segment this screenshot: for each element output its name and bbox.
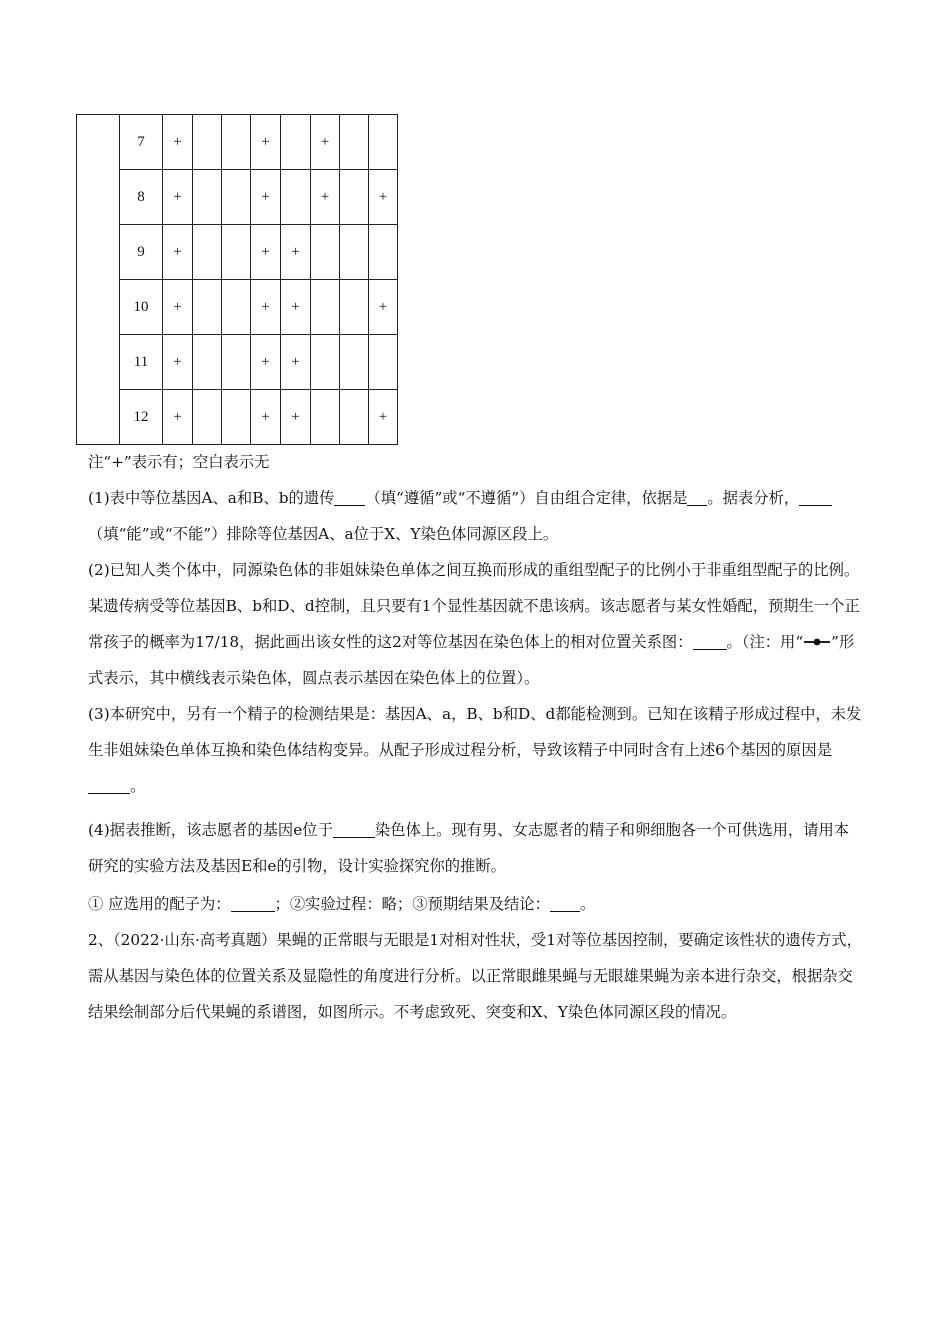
marker-cell: + (311, 170, 340, 225)
table-row (77, 115, 398, 170)
marker-cell (222, 225, 251, 280)
marker-cell (193, 335, 222, 390)
marker-cell: + (163, 280, 193, 335)
q1-text-d: （填“能”或“不能”）排除等位基因A、a位于X、Y染色体同源区段上。 (88, 525, 559, 543)
table-row (77, 170, 398, 225)
table-row (77, 280, 398, 335)
row-number-cell: 7 (120, 115, 163, 170)
merged-blank-cell (77, 115, 120, 445)
q1-text-b: （填“遵循”或“不遵循”）自由组合定律，依据是 (365, 489, 688, 507)
q4sub-text-b: ；②实验过程：略；③预期结果及结论： (274, 895, 550, 913)
marker-cell (311, 225, 340, 280)
q2-text-b: 。（注：用“ (726, 633, 804, 651)
detection-results-table (76, 114, 398, 445)
marker-cell: + (163, 390, 193, 445)
q4-text-b: 染色体上。现有男、女志愿者的精子和卵细胞各一个可供选用，请用本研究的实验方法及基因E和e的引物，设计实验探究你的推断。 (88, 821, 850, 875)
marker-cell: + (163, 225, 193, 280)
answer-blank[interactable] (334, 490, 365, 506)
table-row (77, 390, 398, 445)
question-1 (88, 480, 863, 552)
marker-cell: + (281, 390, 311, 445)
marker-cell: + (281, 225, 311, 280)
marker-cell: + (369, 390, 398, 445)
q3-text-a: (3)本研究中，另有一个精子的检测结果是：基因A、a，B、b和D、d都能检测到。已知在该精子形成过程中，未发生非姐妹染色单体互换和染色体结构变异。从配子形成过程分析，导致该精子中同时含有上述6个基因的原因是 (88, 705, 862, 759)
marker-cell (369, 335, 398, 390)
marker-cell: + (369, 280, 398, 335)
marker-cell (222, 170, 251, 225)
row-number-cell: 11 (120, 335, 163, 390)
marker-cell (311, 280, 340, 335)
q1-text-a: (1)表中等位基因A、a和B、b的遗传 (88, 489, 335, 507)
marker-cell (311, 335, 340, 390)
marker-cell (340, 170, 369, 225)
answer-blank[interactable] (693, 634, 727, 650)
marker-cell (222, 335, 251, 390)
marker-cell: + (251, 225, 281, 280)
marker-cell (193, 280, 222, 335)
row-number-cell: 12 (120, 390, 163, 445)
marker-cell (193, 225, 222, 280)
marker-cell (340, 390, 369, 445)
question-5 (88, 922, 863, 1030)
marker-cell (193, 115, 222, 170)
q3-text-b: 。 (130, 777, 146, 795)
marker-cell (222, 280, 251, 335)
q2-text-a: (2)已知人类个体中，同源染色体的非姐妹染色单体之间互换而形成的重组型配子的比例小于非重组型配子的比例。某遗传病受等位基因B、b和D、d控制，且只要有1个显性基因就不患该病。该志愿者与某女性婚配，预期生一个正常孩子的概率为17/18，据此画出该女性的这2对等位基因在染色体上的相对位置关系图： (88, 561, 860, 651)
marker-cell: + (251, 115, 281, 170)
table-note: 注“+”表示有；空白表示无 (88, 453, 270, 471)
answer-blank[interactable] (799, 490, 832, 506)
marker-cell (222, 115, 251, 170)
question-3 (88, 696, 863, 804)
marker-cell (222, 390, 251, 445)
marker-cell: + (251, 390, 281, 445)
marker-cell: + (311, 115, 340, 170)
marker-cell (340, 115, 369, 170)
marker-cell (311, 390, 340, 445)
table-row (77, 335, 398, 390)
marker-cell: + (281, 335, 311, 390)
marker-cell (340, 335, 369, 390)
marker-cell (369, 225, 398, 280)
marker-cell: + (163, 170, 193, 225)
q2-text-c: ”形式表示，其中横线表示染色体，圆点表示基因在染色体上的位置）。 (88, 633, 855, 687)
q4-text-a: (4)据表推断，该志愿者的基因e位于 (88, 821, 333, 839)
q4sub-text-a: ① 应选用的配子为： (88, 895, 231, 913)
marker-cell (369, 115, 398, 170)
answer-blank[interactable] (333, 822, 375, 838)
row-number-cell: 10 (120, 280, 163, 335)
question-2 (88, 552, 863, 696)
chromosome-dot-icon (803, 635, 831, 649)
marker-cell: + (251, 335, 281, 390)
answer-blank[interactable] (88, 778, 130, 794)
question-4 (88, 812, 863, 884)
marker-cell (281, 170, 311, 225)
answer-blank[interactable] (231, 896, 275, 912)
marker-cell: + (251, 170, 281, 225)
marker-cell: + (251, 280, 281, 335)
row-number-cell: 8 (120, 170, 163, 225)
answer-blank[interactable] (550, 896, 580, 912)
marker-cell (340, 225, 369, 280)
marker-cell: + (163, 115, 193, 170)
marker-cell (340, 280, 369, 335)
q5-text: 2、（2022·山东·高考真题）果蝇的正常眼与无眼是1对相对性状，受1对等位基因控制，要确定该性状的遗传方式，需从基因与染色体的位置关系及显隐性的角度进行分析。以正常眼雌果蝇与无眼雄果蝇为亲本进行杂交，根据杂交结果绘制部分后代果蝇的系谱图，如图所示。不考虑致死、突变和X、Y染色体同源区段的情况。 (88, 931, 862, 1021)
q1-text-c: 。据表分析， (707, 489, 800, 507)
marker-cell (193, 170, 222, 225)
marker-cell (281, 115, 311, 170)
table-row (77, 225, 398, 280)
marker-cell: + (369, 170, 398, 225)
question-4-subparts (88, 886, 863, 922)
row-number-cell: 9 (120, 225, 163, 280)
marker-cell (193, 390, 222, 445)
q4sub-text-c: 。 (579, 895, 596, 913)
marker-cell: + (281, 280, 311, 335)
answer-blank[interactable] (687, 490, 707, 506)
marker-cell: + (163, 335, 193, 390)
